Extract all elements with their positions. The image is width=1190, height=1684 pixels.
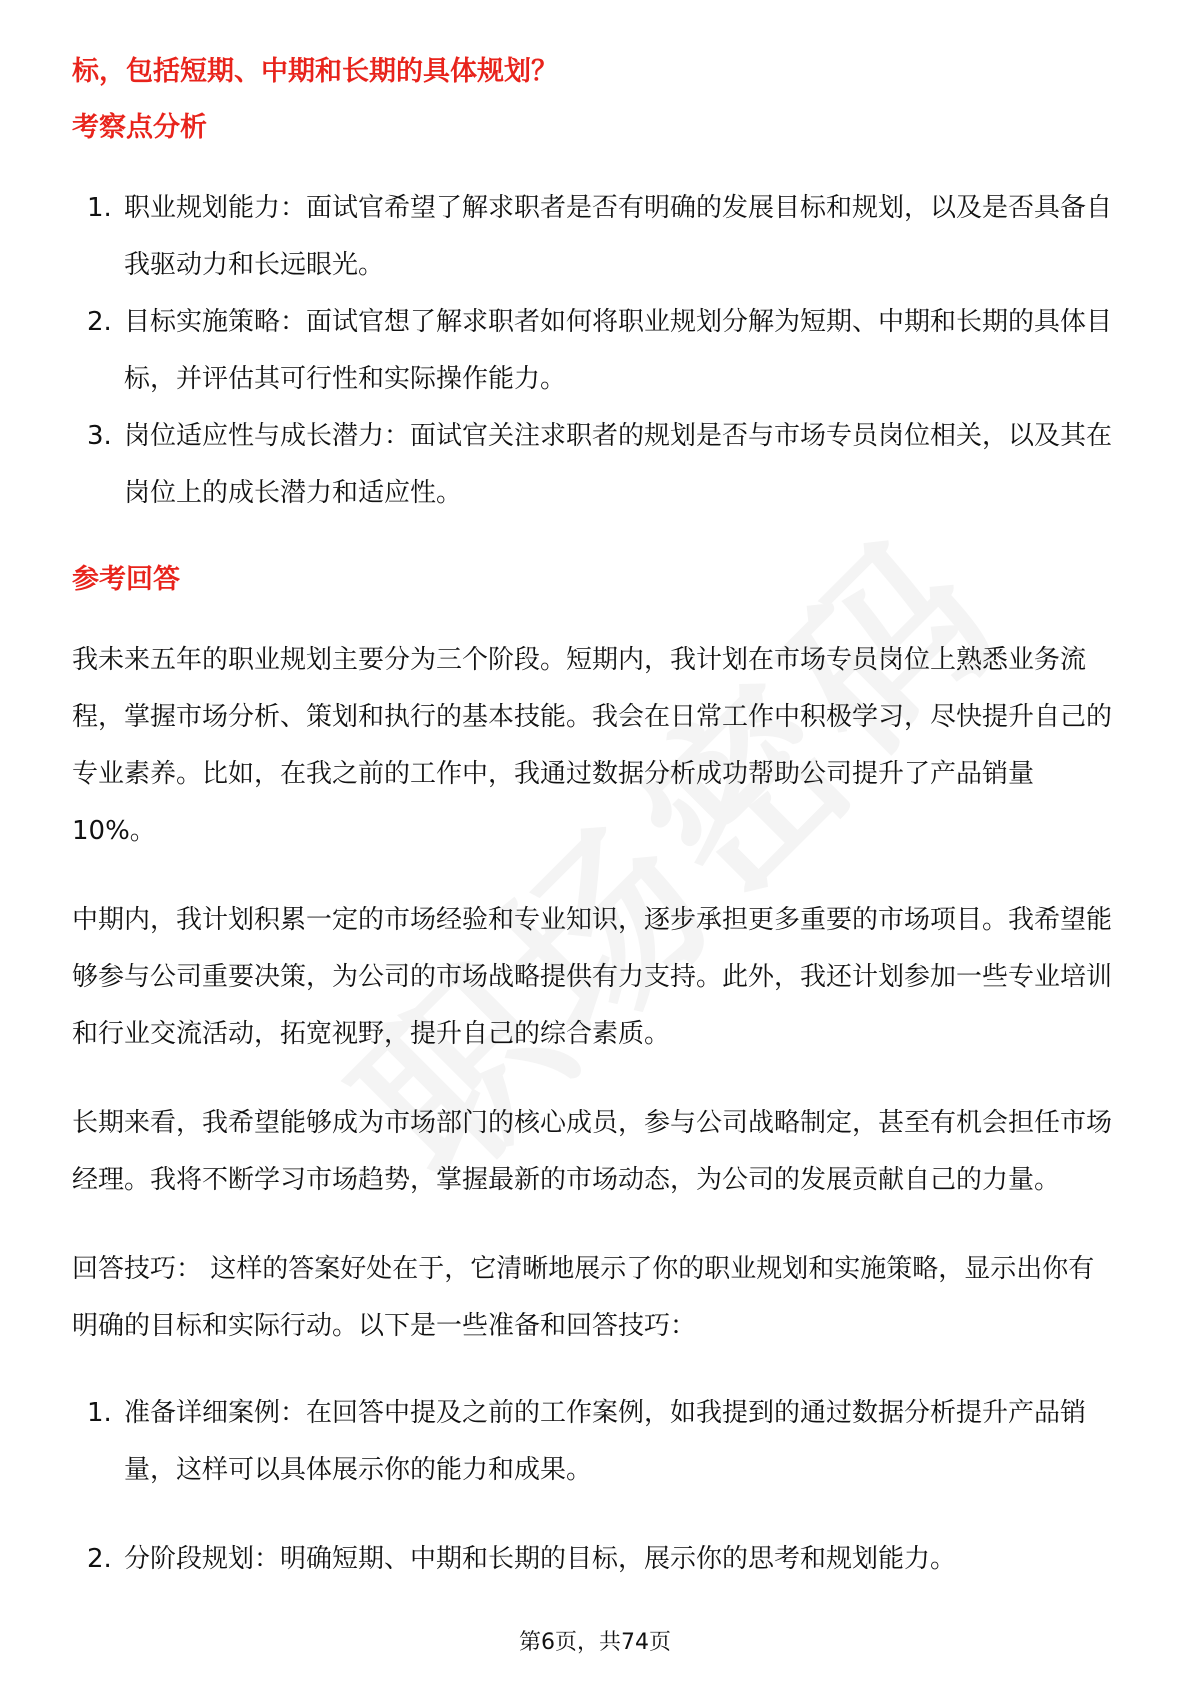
list-item-text: 分阶段规划：明确短期、中期和长期的目标，展示你的思考和规划能力。 [124,1544,957,1574]
list-number: 3. [87,421,112,451]
answer-heading: 参考回答 [72,564,180,595]
answer-paragraph-mid-term: 中期内，我计划积累一定的市场经验和专业知识，逐步承担更多重要的市场项目。我希望能够参与公司重要决策，为公司的市场战略提供有力支持。此外，我还计划参加一些专业培训和行业交流活动，拓宽视野，提升自己的综合素质。 [72,905,1113,1049]
answer-tips-intro: 回答技巧： 这样的答案好处在于，它清晰地展示了你的职业规划和实施策略，显示出你有明确的目标和实际行动。以下是一些准备和回答技巧： [72,1254,1095,1341]
list-item [72,1531,1117,1588]
list-item-text: 职业规划能力：面试官希望了解求职者是否有明确的发展目标和规划，以及是否具备自我驱动力和长远眼光。 [124,193,1113,280]
list-number: 2. [87,1544,112,1574]
tips-list [72,1385,1117,1588]
list-item [72,294,1117,408]
list-item [72,408,1117,522]
list-item-text: 准备详细案例：在回答中提及之前的工作案例，如我提到的通过数据分析提升产品销量，这样可以具体展示你的能力和成果。 [124,1398,1087,1485]
list-number: 1. [87,193,112,223]
analysis-heading: 考察点分析 [72,112,207,143]
analysis-list [72,180,1117,522]
list-item [72,180,1117,294]
list-item [72,1385,1117,1499]
answer-paragraph-short-term: 我未来五年的职业规划主要分为三个阶段。短期内，我计划在市场专员岗位上熟悉业务流程，掌握市场分析、策划和执行的基本技能。我会在日常工作中积极学习，尽快提升自己的专业素养。比如，在我之前的工作中，我通过数据分析成功帮助公司提升了产品销量10%。 [72,645,1113,846]
list-item-text: 目标实施策略：面试官想了解求职者如何将职业规划分解为短期、中期和长期的具体目标，并评估其可行性和实际操作能力。 [124,307,1113,394]
answer-paragraph-long-term: 长期来看，我希望能够成为市场部门的核心成员，参与公司战略制定，甚至有机会担任市场经理。我将不断学习市场趋势，掌握最新的市场动态，为公司的发展贡献自己的力量。 [72,1108,1113,1195]
list-number: 1. [87,1398,112,1428]
page-content [72,50,1117,1588]
list-item-text: 岗位适应性与成长潜力：面试官关注求职者的规划是否与市场专员岗位相关，以及其在岗位上的成长潜力和适应性。 [124,421,1113,508]
page-footer: 第6页，共74页 [519,1630,671,1655]
question-tail: 标，包括短期、中期和长期的具体规划？ [72,56,558,87]
list-number: 2. [87,307,112,337]
